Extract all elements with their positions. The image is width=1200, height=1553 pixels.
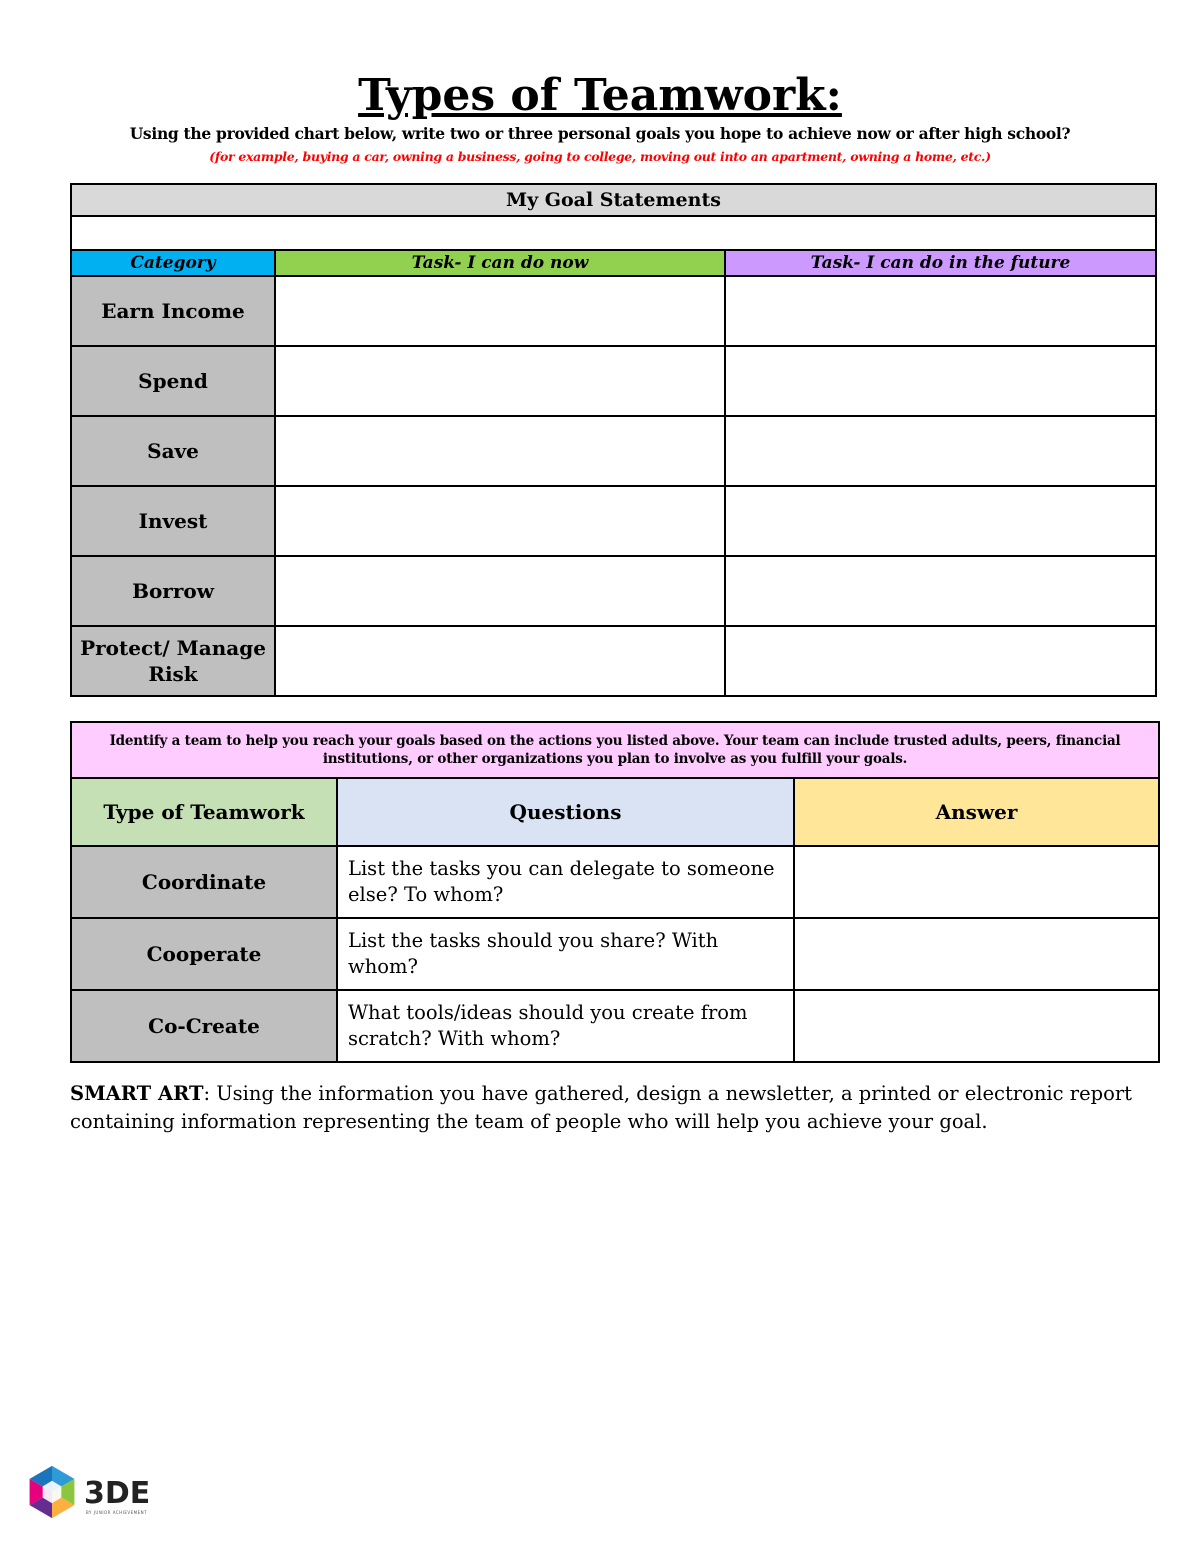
table-row	[71, 990, 1159, 1062]
category-column-header: Category	[71, 250, 275, 276]
teamwork-type-co-create: Co-Create	[71, 990, 337, 1062]
category-borrow: Borrow	[71, 556, 275, 626]
task-now-field[interactable]	[275, 626, 725, 696]
category-save: Save	[71, 416, 275, 486]
task-future-field[interactable]	[725, 486, 1156, 556]
task-future-field[interactable]	[725, 556, 1156, 626]
teamwork-intro: Identify a team to help you reach your goals based on the actions you listed above. Your team can include trusted adults, peers, financial institutions, or other organizations you plan to involve as you fulfill your goals.	[71, 722, 1159, 778]
teamwork-table	[70, 721, 1160, 1063]
goal-statement-field[interactable]	[71, 216, 1156, 250]
table-row	[71, 346, 1156, 416]
table-row	[71, 846, 1159, 918]
table-row	[71, 918, 1159, 990]
table-row	[71, 486, 1156, 556]
answer-field[interactable]	[794, 918, 1159, 990]
answer-field[interactable]	[794, 990, 1159, 1062]
task-now-field[interactable]	[275, 346, 725, 416]
teamwork-type-cooperate: Cooperate	[71, 918, 337, 990]
category-spend: Spend	[71, 346, 275, 416]
goal-statements-heading: My Goal Statements	[71, 184, 1156, 216]
task-future-field[interactable]	[725, 626, 1156, 696]
table-row	[71, 276, 1156, 346]
task-future-field[interactable]	[725, 346, 1156, 416]
question-text: List the tasks should you share? With whom?	[337, 918, 794, 990]
task-future-field[interactable]	[725, 276, 1156, 346]
task-now-field[interactable]	[275, 276, 725, 346]
question-text: List the tasks you can delegate to someone else? To whom?	[337, 846, 794, 918]
page-title: Types of Teamwork:	[358, 70, 842, 121]
task-future-field[interactable]	[725, 416, 1156, 486]
answer-column-header: Answer	[794, 778, 1159, 846]
smart-art-text: : Using the information you have gathered, design a newsletter, a printed or electronic report containing information representing the team of people who will help you achieve your goal.	[70, 1082, 1133, 1133]
questions-column-header: Questions	[337, 778, 794, 846]
smart-art-instructions	[70, 1080, 1160, 1136]
hexagon-logo-icon	[24, 1462, 80, 1522]
question-text: What tools/ideas should you create from scratch? With whom?	[337, 990, 794, 1062]
task-now-field[interactable]	[275, 486, 725, 556]
logo-wordmark: 3DE	[84, 1476, 151, 1511]
type-column-header: Type of Teamwork	[71, 778, 337, 846]
instructions-example: (for example, buying a car, owning a business, going to college, moving out into an apartment, owning a home, etc.)	[209, 149, 991, 164]
instructions-subtitle: Using the provided chart below, write two or three personal goals you hope to achieve now or after high school?	[129, 124, 1071, 143]
logo-tagline: BY JUNIOR ACHIEVEMENT	[86, 1510, 148, 1515]
task-now-field[interactable]	[275, 416, 725, 486]
task-future-column-header: Task- I can do in the future	[725, 250, 1156, 276]
task-now-field[interactable]	[275, 556, 725, 626]
table-row	[71, 416, 1156, 486]
goal-statements-table	[70, 183, 1157, 697]
teamwork-type-coordinate: Coordinate	[71, 846, 337, 918]
smart-art-label: SMART ART	[70, 1082, 204, 1105]
category-invest: Invest	[71, 486, 275, 556]
category-protect-manage-risk: Protect/ Manage Risk	[71, 626, 275, 696]
table-row	[71, 556, 1156, 626]
answer-field[interactable]	[794, 846, 1159, 918]
category-earn-income: Earn Income	[71, 276, 275, 346]
task-now-column-header: Task- I can do now	[275, 250, 725, 276]
table-row	[71, 626, 1156, 696]
